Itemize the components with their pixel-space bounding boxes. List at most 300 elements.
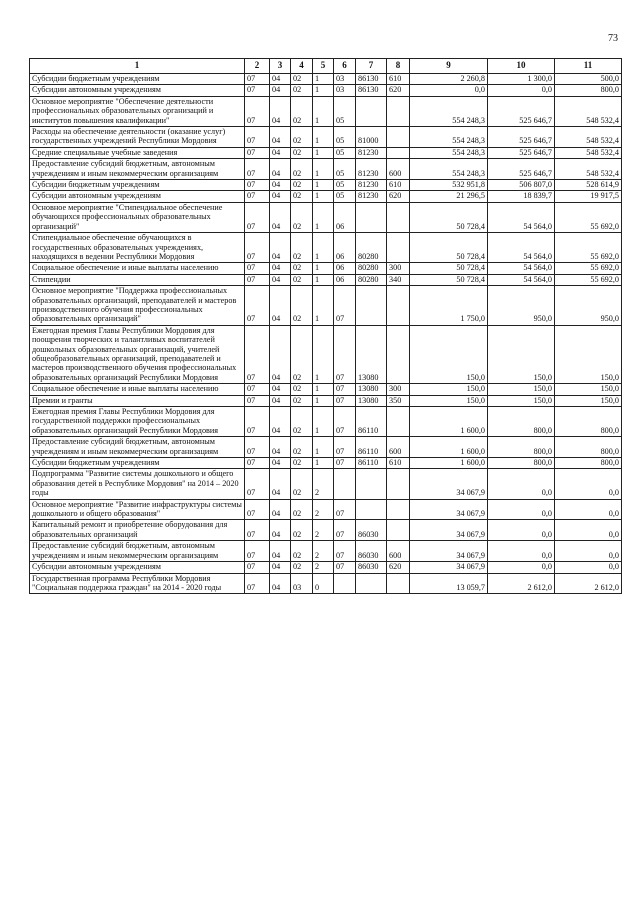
code-target-cell <box>356 499 387 520</box>
code-section-cell: 04 <box>270 180 291 191</box>
table-row <box>30 384 622 395</box>
amount-year-2-cell: 525 646,7 <box>488 147 555 158</box>
amount-year-1-cell: 1 750,0 <box>410 286 488 326</box>
amount-year-2-cell: 525 646,7 <box>488 127 555 148</box>
amount-year-3-cell: 548 532,4 <box>555 147 622 158</box>
item-name-cell: Подпрограмма "Развитие системы дошкольного и общего образования детей в Республике Мордовия" на 2014 – 2020 годы <box>30 469 245 499</box>
amount-year-3-cell: 800,0 <box>555 407 622 437</box>
amount-year-2-cell: 950,0 <box>488 286 555 326</box>
code-section-cell: 04 <box>270 286 291 326</box>
code-chapter-cell: 07 <box>245 147 270 158</box>
amount-year-1-cell: 150,0 <box>410 395 488 406</box>
amount-year-2-cell: 0,0 <box>488 499 555 520</box>
code-target-cell: 81000 <box>356 127 387 148</box>
amount-year-2-cell: 54 564,0 <box>488 202 555 232</box>
table-row <box>30 233 622 263</box>
amount-year-1-cell: 34 067,9 <box>410 562 488 573</box>
table-row <box>30 395 622 406</box>
item-name-cell: Субсидии бюджетным учреждениям <box>30 180 245 191</box>
item-name-cell: Ежегодная премия Главы Республики Мордовия для поощрения творческих и талантливых воспитателей дошкольных образовательных организаций, учителей общеобразовательных организаций, преподавателей и мастеров производственного обучения профессиональных образовательных организаций Республики Мордовия <box>30 325 245 383</box>
code-section-cell: 04 <box>270 407 291 437</box>
budget-table <box>29 58 622 594</box>
column-header: 3 <box>270 59 291 74</box>
item-name-cell: Субсидии автономным учреждениям <box>30 85 245 96</box>
item-name-cell: Премии и гранты <box>30 395 245 406</box>
code-subprogram-cell <box>334 573 356 594</box>
code-program-cell: 1 <box>313 191 334 202</box>
item-name-cell: Ежегодная премия Главы Республики Мордовия для государственной поддержки профессиональных образовательных организаций Республики Мордовия <box>30 407 245 437</box>
table-row <box>30 520 622 541</box>
item-name-cell: Предоставление субсидий бюджетным, автономным учреждениям и иным некоммерческим организациям <box>30 541 245 562</box>
code-chapter-cell: 07 <box>245 202 270 232</box>
item-name-cell: Предоставление субсидий бюджетным, автономным учреждениям и иным некоммерческим организациям <box>30 437 245 458</box>
code-chapter-cell: 07 <box>245 458 270 469</box>
item-name-cell: Государственная программа Республики Мордовия "Социальная поддержка граждан" на 2014 - 2020 годы <box>30 573 245 594</box>
code-chapter-cell: 07 <box>245 74 270 85</box>
amount-year-3-cell: 548 532,4 <box>555 96 622 126</box>
code-chapter-cell: 07 <box>245 96 270 126</box>
amount-year-2-cell: 54 564,0 <box>488 263 555 274</box>
code-target-cell: 81230 <box>356 147 387 158</box>
code-section-cell: 04 <box>270 469 291 499</box>
code-section-cell: 04 <box>270 96 291 126</box>
table-row <box>30 541 622 562</box>
amount-year-3-cell: 0,0 <box>555 541 622 562</box>
code-section-cell: 04 <box>270 384 291 395</box>
amount-year-2-cell: 0,0 <box>488 562 555 573</box>
amount-year-1-cell: 50 728,4 <box>410 263 488 274</box>
code-target-cell: 86030 <box>356 520 387 541</box>
item-name-cell: Расходы на обеспечение деятельности (оказание услуг) государственных учреждений Республики Мордовия <box>30 127 245 148</box>
code-program-cell: 1 <box>313 395 334 406</box>
table-row <box>30 499 622 520</box>
code-section-cell: 04 <box>270 274 291 285</box>
item-name-cell: Основное мероприятие "Поддержка профессиональных образовательных организаций, преподавателей и мастеров производственного обучения профессиональных образовательных организаций" <box>30 286 245 326</box>
amount-year-3-cell: 150,0 <box>555 395 622 406</box>
item-name-cell: Субсидии бюджетным учреждениям <box>30 458 245 469</box>
code-chapter-cell: 07 <box>245 286 270 326</box>
code-expense-type-cell: 620 <box>387 562 410 573</box>
amount-year-1-cell: 554 248,3 <box>410 159 488 180</box>
table-row <box>30 562 622 573</box>
item-name-cell: Предоставление субсидий бюджетным, автономным учреждениям и иным некоммерческим организациям <box>30 159 245 180</box>
code-section-cell: 04 <box>270 191 291 202</box>
code-target-cell: 86130 <box>356 74 387 85</box>
amount-year-3-cell: 800,0 <box>555 437 622 458</box>
code-subsection-cell: 02 <box>291 274 313 285</box>
amount-year-3-cell: 800,0 <box>555 85 622 96</box>
code-target-cell: 13080 <box>356 325 387 383</box>
table-row <box>30 573 622 594</box>
table-header-row <box>30 59 622 74</box>
code-expense-type-cell <box>387 469 410 499</box>
code-section-cell: 04 <box>270 573 291 594</box>
column-header: 5 <box>313 59 334 74</box>
code-expense-type-cell <box>387 286 410 326</box>
amount-year-2-cell: 54 564,0 <box>488 233 555 263</box>
amount-year-2-cell: 0,0 <box>488 541 555 562</box>
code-subprogram-cell: 07 <box>334 541 356 562</box>
code-subsection-cell: 02 <box>291 395 313 406</box>
amount-year-2-cell: 150,0 <box>488 384 555 395</box>
amount-year-3-cell: 55 692,0 <box>555 202 622 232</box>
amount-year-2-cell: 54 564,0 <box>488 274 555 285</box>
amount-year-2-cell: 525 646,7 <box>488 159 555 180</box>
code-target-cell: 86130 <box>356 85 387 96</box>
code-chapter-cell: 07 <box>245 395 270 406</box>
column-header: 1 <box>30 59 245 74</box>
code-section-cell: 04 <box>270 520 291 541</box>
code-subprogram-cell: 05 <box>334 147 356 158</box>
code-chapter-cell: 07 <box>245 407 270 437</box>
code-target-cell: 81230 <box>356 180 387 191</box>
item-name-cell: Субсидии бюджетным учреждениям <box>30 74 245 85</box>
code-target-cell: 80280 <box>356 274 387 285</box>
code-section-cell: 04 <box>270 85 291 96</box>
amount-year-2-cell: 800,0 <box>488 458 555 469</box>
code-program-cell: 1 <box>313 384 334 395</box>
code-expense-type-cell <box>387 233 410 263</box>
code-chapter-cell: 07 <box>245 127 270 148</box>
amount-year-3-cell: 950,0 <box>555 286 622 326</box>
code-subsection-cell: 03 <box>291 573 313 594</box>
code-section-cell: 04 <box>270 263 291 274</box>
amount-year-1-cell: 1 600,0 <box>410 458 488 469</box>
item-name-cell: Стипендии <box>30 274 245 285</box>
code-subsection-cell: 02 <box>291 233 313 263</box>
code-subprogram-cell: 06 <box>334 233 356 263</box>
amount-year-3-cell: 150,0 <box>555 384 622 395</box>
code-subsection-cell: 02 <box>291 499 313 520</box>
column-header: 7 <box>356 59 387 74</box>
amount-year-1-cell: 150,0 <box>410 384 488 395</box>
code-subsection-cell: 02 <box>291 458 313 469</box>
code-program-cell: 1 <box>313 159 334 180</box>
code-chapter-cell: 07 <box>245 233 270 263</box>
code-subsection-cell: 02 <box>291 437 313 458</box>
code-target-cell: 86110 <box>356 407 387 437</box>
amount-year-3-cell: 0,0 <box>555 469 622 499</box>
amount-year-2-cell: 0,0 <box>488 469 555 499</box>
code-subsection-cell: 02 <box>291 469 313 499</box>
column-header: 8 <box>387 59 410 74</box>
code-target-cell: 86110 <box>356 458 387 469</box>
table-row <box>30 85 622 96</box>
code-section-cell: 04 <box>270 202 291 232</box>
code-expense-type-cell <box>387 96 410 126</box>
code-target-cell <box>356 96 387 126</box>
code-section-cell: 04 <box>270 159 291 180</box>
code-expense-type-cell: 620 <box>387 85 410 96</box>
code-expense-type-cell: 600 <box>387 541 410 562</box>
code-target-cell <box>356 469 387 499</box>
code-chapter-cell: 07 <box>245 191 270 202</box>
code-chapter-cell: 07 <box>245 520 270 541</box>
code-chapter-cell: 07 <box>245 180 270 191</box>
amount-year-3-cell: 548 532,4 <box>555 127 622 148</box>
code-expense-type-cell: 620 <box>387 191 410 202</box>
code-subsection-cell: 02 <box>291 562 313 573</box>
code-chapter-cell: 07 <box>245 159 270 180</box>
table-row <box>30 437 622 458</box>
code-subprogram-cell: 05 <box>334 127 356 148</box>
code-chapter-cell: 07 <box>245 562 270 573</box>
amount-year-3-cell: 0,0 <box>555 562 622 573</box>
amount-year-1-cell: 34 067,9 <box>410 469 488 499</box>
amount-year-3-cell: 150,0 <box>555 325 622 383</box>
code-subprogram-cell: 07 <box>334 384 356 395</box>
amount-year-1-cell: 34 067,9 <box>410 541 488 562</box>
item-name-cell: Субсидии автономным учреждениям <box>30 562 245 573</box>
code-chapter-cell: 07 <box>245 499 270 520</box>
code-subprogram-cell: 07 <box>334 395 356 406</box>
item-name-cell: Основное мероприятие "Обеспечение деятельности профессиональных образовательных организаций и институтов повышения квалификации" <box>30 96 245 126</box>
code-program-cell: 1 <box>313 437 334 458</box>
code-target-cell: 86030 <box>356 541 387 562</box>
item-name-cell: Стипендиальное обеспечение обучающихся в государственных образовательных учреждениях, находящихся в ведении Республики Мордовия <box>30 233 245 263</box>
code-target-cell: 80280 <box>356 233 387 263</box>
table-row <box>30 274 622 285</box>
code-program-cell: 1 <box>313 180 334 191</box>
code-subprogram-cell: 03 <box>334 85 356 96</box>
code-section-cell: 04 <box>270 395 291 406</box>
code-chapter-cell: 07 <box>245 541 270 562</box>
item-name-cell: Социальное обеспечение и иные выплаты населению <box>30 384 245 395</box>
code-expense-type-cell: 300 <box>387 263 410 274</box>
table-row <box>30 147 622 158</box>
code-subsection-cell: 02 <box>291 159 313 180</box>
code-subsection-cell: 02 <box>291 127 313 148</box>
amount-year-1-cell: 554 248,3 <box>410 147 488 158</box>
amount-year-2-cell: 2 612,0 <box>488 573 555 594</box>
code-subprogram-cell: 07 <box>334 562 356 573</box>
amount-year-3-cell: 548 532,4 <box>555 159 622 180</box>
amount-year-2-cell: 1 300,0 <box>488 74 555 85</box>
code-section-cell: 04 <box>270 541 291 562</box>
amount-year-3-cell: 2 612,0 <box>555 573 622 594</box>
code-target-cell <box>356 202 387 232</box>
amount-year-2-cell: 0,0 <box>488 520 555 541</box>
code-subprogram-cell: 05 <box>334 191 356 202</box>
amount-year-1-cell: 50 728,4 <box>410 233 488 263</box>
column-header: 9 <box>410 59 488 74</box>
table-row <box>30 325 622 383</box>
code-expense-type-cell: 600 <box>387 159 410 180</box>
item-name-cell: Социальное обеспечение и иные выплаты населению <box>30 263 245 274</box>
amount-year-3-cell: 0,0 <box>555 520 622 541</box>
table-row <box>30 407 622 437</box>
code-target-cell: 81230 <box>356 159 387 180</box>
code-subsection-cell: 02 <box>291 191 313 202</box>
code-chapter-cell: 07 <box>245 437 270 458</box>
code-program-cell: 1 <box>313 286 334 326</box>
amount-year-3-cell: 500,0 <box>555 74 622 85</box>
code-subprogram-cell: 05 <box>334 96 356 126</box>
code-program-cell: 1 <box>313 74 334 85</box>
code-subprogram-cell: 05 <box>334 159 356 180</box>
amount-year-1-cell: 2 260,8 <box>410 74 488 85</box>
amount-year-2-cell: 800,0 <box>488 437 555 458</box>
code-program-cell: 2 <box>313 562 334 573</box>
code-program-cell: 2 <box>313 469 334 499</box>
table-row <box>30 96 622 126</box>
page-number: 73 <box>608 33 618 44</box>
code-section-cell: 04 <box>270 74 291 85</box>
code-section-cell: 04 <box>270 233 291 263</box>
amount-year-3-cell: 55 692,0 <box>555 263 622 274</box>
code-program-cell: 2 <box>313 520 334 541</box>
column-header: 4 <box>291 59 313 74</box>
amount-year-1-cell: 50 728,4 <box>410 202 488 232</box>
code-subprogram-cell: 07 <box>334 520 356 541</box>
code-program-cell: 1 <box>313 407 334 437</box>
code-subprogram-cell <box>334 469 356 499</box>
code-chapter-cell: 07 <box>245 85 270 96</box>
code-expense-type-cell: 610 <box>387 180 410 191</box>
code-target-cell: 86110 <box>356 437 387 458</box>
code-program-cell: 2 <box>313 541 334 562</box>
code-subsection-cell: 02 <box>291 74 313 85</box>
amount-year-1-cell: 34 067,9 <box>410 499 488 520</box>
amount-year-1-cell: 0,0 <box>410 85 488 96</box>
table-body <box>30 74 622 594</box>
column-header: 6 <box>334 59 356 74</box>
code-program-cell: 2 <box>313 499 334 520</box>
code-expense-type-cell: 300 <box>387 384 410 395</box>
code-target-cell <box>356 286 387 326</box>
code-expense-type-cell <box>387 407 410 437</box>
code-subprogram-cell: 06 <box>334 274 356 285</box>
amount-year-1-cell: 150,0 <box>410 325 488 383</box>
amount-year-1-cell: 554 248,3 <box>410 96 488 126</box>
code-subsection-cell: 02 <box>291 325 313 383</box>
code-chapter-cell: 07 <box>245 469 270 499</box>
code-section-cell: 04 <box>270 127 291 148</box>
item-name-cell: Основное мероприятие "Развитие инфраструктуры системы дошкольного и общего образования" <box>30 499 245 520</box>
code-section-cell: 04 <box>270 437 291 458</box>
amount-year-2-cell: 525 646,7 <box>488 96 555 126</box>
amount-year-2-cell: 18 839,7 <box>488 191 555 202</box>
code-target-cell: 80280 <box>356 263 387 274</box>
code-subsection-cell: 02 <box>291 202 313 232</box>
code-program-cell: 1 <box>313 202 334 232</box>
code-subprogram-cell: 07 <box>334 437 356 458</box>
code-expense-type-cell <box>387 325 410 383</box>
code-target-cell: 13080 <box>356 384 387 395</box>
code-expense-type-cell <box>387 202 410 232</box>
code-subsection-cell: 02 <box>291 263 313 274</box>
amount-year-3-cell: 19 917,5 <box>555 191 622 202</box>
amount-year-2-cell: 0,0 <box>488 85 555 96</box>
code-program-cell: 0 <box>313 573 334 594</box>
code-expense-type-cell: 340 <box>387 274 410 285</box>
code-section-cell: 04 <box>270 325 291 383</box>
code-subprogram-cell: 06 <box>334 263 356 274</box>
table-row <box>30 180 622 191</box>
table-row <box>30 202 622 232</box>
amount-year-3-cell: 800,0 <box>555 458 622 469</box>
amount-year-1-cell: 532 951,8 <box>410 180 488 191</box>
table-row <box>30 74 622 85</box>
code-expense-type-cell <box>387 127 410 148</box>
amount-year-1-cell: 21 296,5 <box>410 191 488 202</box>
code-chapter-cell: 07 <box>245 274 270 285</box>
column-header: 11 <box>555 59 622 74</box>
code-subprogram-cell: 07 <box>334 286 356 326</box>
column-header: 10 <box>488 59 555 74</box>
code-program-cell: 1 <box>313 147 334 158</box>
code-subsection-cell: 02 <box>291 96 313 126</box>
amount-year-2-cell: 150,0 <box>488 395 555 406</box>
table-row <box>30 127 622 148</box>
code-expense-type-cell: 600 <box>387 437 410 458</box>
code-program-cell: 1 <box>313 458 334 469</box>
code-subprogram-cell: 05 <box>334 180 356 191</box>
code-subprogram-cell: 07 <box>334 407 356 437</box>
code-program-cell: 1 <box>313 274 334 285</box>
item-name-cell: Средние специальные учебные заведения <box>30 147 245 158</box>
code-subprogram-cell: 07 <box>334 458 356 469</box>
amount-year-2-cell: 800,0 <box>488 407 555 437</box>
code-subsection-cell: 02 <box>291 541 313 562</box>
code-subsection-cell: 02 <box>291 286 313 326</box>
code-expense-type-cell: 610 <box>387 74 410 85</box>
code-expense-type-cell <box>387 147 410 158</box>
amount-year-1-cell: 50 728,4 <box>410 274 488 285</box>
code-expense-type-cell <box>387 573 410 594</box>
table-row <box>30 191 622 202</box>
amount-year-1-cell: 34 067,9 <box>410 520 488 541</box>
amount-year-1-cell: 1 600,0 <box>410 437 488 458</box>
code-target-cell <box>356 573 387 594</box>
code-target-cell: 86030 <box>356 562 387 573</box>
amount-year-3-cell: 55 692,0 <box>555 233 622 263</box>
amount-year-2-cell: 506 807,0 <box>488 180 555 191</box>
table-row <box>30 458 622 469</box>
code-subsection-cell: 02 <box>291 85 313 96</box>
item-name-cell: Основное мероприятие "Стипендиальное обеспечение обучающихся профессиональных образовательных организаций" <box>30 202 245 232</box>
code-target-cell: 13080 <box>356 395 387 406</box>
code-chapter-cell: 07 <box>245 573 270 594</box>
item-name-cell: Субсидии автономным учреждениям <box>30 191 245 202</box>
code-subsection-cell: 02 <box>291 147 313 158</box>
code-section-cell: 04 <box>270 499 291 520</box>
code-subsection-cell: 02 <box>291 407 313 437</box>
amount-year-2-cell: 150,0 <box>488 325 555 383</box>
code-section-cell: 04 <box>270 458 291 469</box>
code-subsection-cell: 02 <box>291 520 313 541</box>
code-subprogram-cell: 03 <box>334 74 356 85</box>
table-row <box>30 263 622 274</box>
code-expense-type-cell <box>387 520 410 541</box>
code-expense-type-cell <box>387 499 410 520</box>
amount-year-3-cell: 55 692,0 <box>555 274 622 285</box>
code-program-cell: 1 <box>313 233 334 263</box>
code-subsection-cell: 02 <box>291 180 313 191</box>
code-subsection-cell: 02 <box>291 384 313 395</box>
code-chapter-cell: 07 <box>245 263 270 274</box>
code-program-cell: 1 <box>313 85 334 96</box>
code-section-cell: 04 <box>270 562 291 573</box>
code-chapter-cell: 07 <box>245 325 270 383</box>
table-row <box>30 286 622 326</box>
table-row <box>30 469 622 499</box>
amount-year-1-cell: 1 600,0 <box>410 407 488 437</box>
amount-year-3-cell: 528 614,9 <box>555 180 622 191</box>
code-program-cell: 1 <box>313 96 334 126</box>
code-chapter-cell: 07 <box>245 384 270 395</box>
code-target-cell: 81230 <box>356 191 387 202</box>
